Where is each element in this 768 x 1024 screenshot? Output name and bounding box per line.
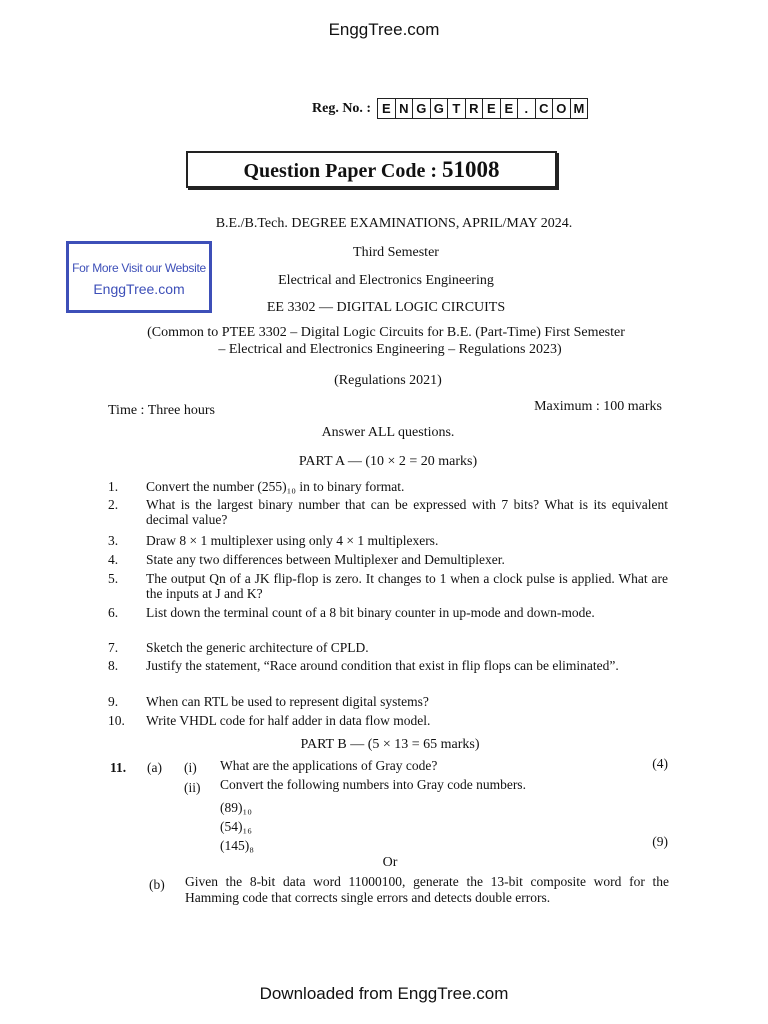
exam-title: B.E./B.Tech. DEGREE EXAMINATIONS, APRIL/MAY 2024. — [215, 216, 573, 231]
question-item — [108, 694, 668, 709]
part-b-heading: PART B — (5 × 13 = 65 marks) — [300, 737, 480, 752]
number-item: (89)₁₀ — [220, 800, 252, 815]
promo-line-1: For More Visit our Website — [72, 261, 206, 275]
question-number: 1. — [108, 479, 119, 494]
reg-boxes — [377, 98, 588, 119]
semester: Third Semester — [353, 245, 439, 260]
question-item — [108, 713, 668, 728]
subpart-label: (a) — [147, 760, 162, 775]
subpart-label: (i) — [184, 760, 197, 775]
part-a-heading: PART A — (10 × 2 = 20 marks) — [298, 454, 478, 469]
question-text: What are the applications of Gray code? — [220, 758, 438, 773]
number-item: (145)₈ — [220, 838, 254, 853]
question-text: State any two differences between Multiplexer and Demultiplexer. — [146, 552, 505, 567]
marks: (4) — [652, 756, 668, 771]
question-paper-code — [186, 151, 557, 188]
question-number: 3. — [108, 533, 119, 548]
question-text: Convert the number (255)₁₀ in to binary format. — [146, 479, 405, 494]
question-number: 4. — [108, 552, 119, 567]
reg-box: M — [573, 101, 585, 116]
common-line-2: – Electrical and Electronics Engineering – Regulations 2023) — [218, 342, 562, 357]
question-number: 5. — [108, 571, 119, 586]
question-item — [108, 658, 668, 673]
marks: (9) — [652, 834, 668, 849]
department: Electrical and Electronics Engineering — [278, 273, 494, 288]
reg-box: G — [413, 99, 431, 118]
course-title: EE 3302 — DIGITAL LOGIC CIRCUITS — [266, 300, 506, 315]
reg-box: E — [378, 99, 396, 118]
reg-box: G — [431, 99, 449, 118]
question-text: Draw 8 × 1 multiplexer using only 4 × 1 multiplexers. — [146, 533, 439, 548]
reg-label: Reg. No. : — [312, 100, 372, 116]
question-number: 6. — [108, 605, 119, 620]
reg-box: O — [553, 99, 571, 118]
question-text: The output Qn of a JK flip-flop is zero. It changes to 1 when a clock pulse is applied. What are the inputs at J and K? — [146, 571, 668, 601]
question-text: Convert the following numbers into Gray code numbers. — [220, 777, 526, 792]
question-item — [108, 605, 668, 620]
question-item — [108, 479, 668, 494]
promo-line-2: EnggTree.com — [93, 281, 185, 297]
question-number: 7. — [108, 640, 119, 655]
reg-box: R — [466, 99, 484, 118]
maximum-marks: Maximum : 100 marks — [534, 399, 662, 414]
reg-box: N — [396, 99, 414, 118]
question-item — [108, 552, 668, 567]
site-header: EnggTree.com — [328, 20, 440, 39]
question-number: 11. — [110, 760, 127, 775]
question-number: 2. — [108, 497, 119, 512]
paper-code-value: 51008 — [442, 157, 500, 182]
regulations: (Regulations 2021) — [334, 373, 442, 388]
question-text: Write VHDL code for half adder in data flow model. — [146, 713, 431, 728]
reg-box: . — [518, 99, 536, 118]
or-separator: Or — [382, 855, 398, 870]
reg-box: T — [448, 99, 466, 118]
common-line-1: (Common to PTEE 3302 – Digital Logic Circuits for B.E. (Part-Time) First Semester — [147, 325, 625, 340]
time-duration: Time : Three hours — [108, 403, 215, 418]
subpart-label: (ii) — [184, 780, 201, 795]
question-text: Given the 8-bit data word 11000100, generate the 13-bit composite word for the Hamming code that corrects single errors and detects double errors. — [185, 874, 669, 905]
question-text: List down the terminal count of a 8 bit binary counter in up-mode and down-mode. — [146, 605, 595, 620]
number-item: (54)₁₆ — [220, 819, 252, 834]
question-item — [108, 640, 668, 655]
reg-number — [312, 98, 588, 119]
question-item — [108, 571, 668, 601]
question-number: 10. — [108, 713, 125, 728]
reg-box: E — [501, 99, 519, 118]
question-text: Sketch the generic architecture of CPLD. — [146, 640, 369, 655]
site-footer: Downloaded from EnggTree.com — [259, 984, 509, 1003]
question-text: When can RTL be used to represent digital systems? — [146, 694, 429, 709]
reg-box: C — [536, 99, 554, 118]
subpart-label: (b) — [149, 877, 165, 892]
question-text: What is the largest binary number that can be expressed with 7 bits? What is its equivalent decimal value? — [146, 497, 668, 527]
instruction: Answer ALL questions. — [321, 425, 455, 440]
question-number: 9. — [108, 694, 119, 709]
reg-box: E — [483, 99, 501, 118]
question-number: 8. — [108, 658, 119, 673]
question-text: Justify the statement, “Race around condition that exist in flip flops can be eliminated”. — [146, 658, 619, 673]
question-item — [108, 497, 668, 527]
question-item — [108, 533, 668, 548]
paper-code-label: Question Paper Code : — [243, 160, 437, 182]
